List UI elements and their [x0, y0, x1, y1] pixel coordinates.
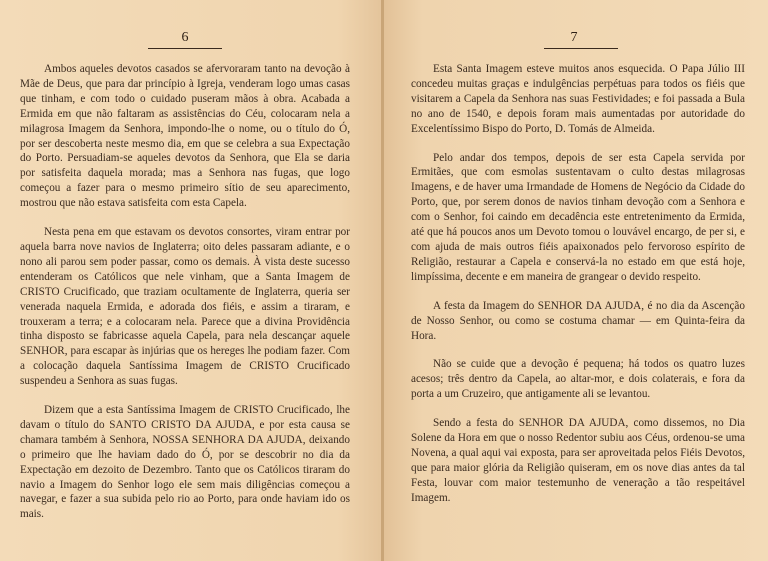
- page-number-left: 6: [181, 30, 189, 45]
- right-page-text: [411, 62, 745, 520]
- paragraph: Pelo andar dos tempos, depois de ser esta Capela servida por Ermitães, que com esmolas sustentavam o culto destas milagrosas Imagens, e de haver uma Irmandade de Homens de Negócio da Cidade do Porto, que, por serem donos de navios tinham devoção com a Senhora e com o Senhor, foi caindo em decadência este entretenimento da Ermida, até que há poucos anos um Devoto tomou o louvável encargo, de per si, e com ajuda de mais outros fiéis apaixonados pelo fervoroso espírito de Religião, restaurar a Capela e conservá-la no estado em que está hoje, limpíssima, decente e em maneira de grangear o devido respeito.: [411, 151, 745, 283]
- page-number-right: 7: [570, 30, 578, 45]
- paragraph: Dizem que a esta Santíssima Imagem de CRISTO Crucificado, lhe davam o título do SANTO CRISTO DA AJUDA, e por esta causa se chamara também à Senhora, NOSSA SENHORA DA AJUDA, deixando o primeiro que lhe haviam dado do Ó, por se descobrir no dia da Expectação em dezoito de Dezembro. Tanto que os Católicos tiraram do navio a Imagem do Senhor logo ele sem mais diligências começou a navegar, e fazer a sua subida pelo rio ao Porto, para onde haviam ido os mais.: [20, 404, 350, 521]
- right-page: [384, 0, 768, 561]
- paragraph: Sendo a festa do SENHOR DA AJUDA, como dissemos, no Dia Solene da Hora em que o nosso Redentor subiu aos Céus, ordenou-se uma Novena, a qual aqui vai exposta, para ser aproveitada pelos Fiéis Devotos, que para maior glória da Religião quiseram, em os nove dias antes da tal Festa, louvar com maior testemunho de veneração a tão respeitável Imagem.: [411, 417, 745, 504]
- header-rule-right: [544, 48, 618, 49]
- paragraph: Não se cuide que a devoção é pequena; há todos os quatro luzes acesos; três dentro da Capela, ao altar-mor, e dois colaterais, e fora da porta a um Cruzeiro, que antigamente ali se levantou.: [411, 358, 745, 401]
- paragraph: Nesta pena em que estavam os devotos consortes, viram entrar por aquela barra nove navios de Inglaterra; oito deles passaram adiante, e o nono ali parou sem poder passar, como os demais. À vista deste sucesso entenderam os Católicos que nele vinham, que a Santa Imagem de CRISTO Crucificado, que traziam ocultamente de Inglaterra, queria ser venerada naquela Ermida, e adorada dos fiéis, e assim a tiraram, e trouxeram a terra; e a colocaram nela. Parece que a divina Providência tinha disposto se fabricasse aquela Capela, para nela descançar aquele SENHOR, para escapar às injúrias que os hereges lhe podiam fazer. Com a colocação daquela Santíssima Imagem de CRISTO Crucificado suspendeu a Senhora as suas fugas.: [20, 226, 350, 388]
- left-page-text: [20, 62, 350, 536]
- paragraph: Esta Santa Imagem esteve muitos anos esquecida. O Papa Júlio III concedeu muitas graças e indulgências perpétuas para todos os fiéis que visitarem a Capela da Senhora nas suas Festividades; e foi passada a Bula no ano de 1540, e depois foram mais aumentadas por autoridade do Excelentíssimo Bispo do Porto, D. Tomás de Almeida.: [411, 63, 745, 135]
- paragraph: A festa da Imagem do SENHOR DA AJUDA, é no dia da Ascenção de Nosso Senhor, ou como se costuma chamar — em Quinta-feira da Hora.: [411, 299, 745, 342]
- header-rule-left: [148, 48, 222, 49]
- paragraph: Ambos aqueles devotos casados se afervoraram tanto na devoção à Mãe de Deus, que para dar princípio à Igreja, venderam logo umas casas que tinham, e com todo o cuidado puseram mãos à obra. Acabada a Ermida em que não faltaram as assistências do Céu, colocaram nela a milagrosa Imagem da Senhora, impondo-lhe o nome, ou o título do Ó, por ser descoberta neste mesmo dia, em que se celebra a sua Expectação do Porto. Persuadiam-se aqueles devotos da Senhora, que Ela se daria por satisfeita daquela morada; mas a Senhora nas fugas, que logo começou a fazer para o mesmo primeiro sítio de seu aparecimento, mostrou que não estava satisfeita com esta Capela.: [20, 63, 350, 210]
